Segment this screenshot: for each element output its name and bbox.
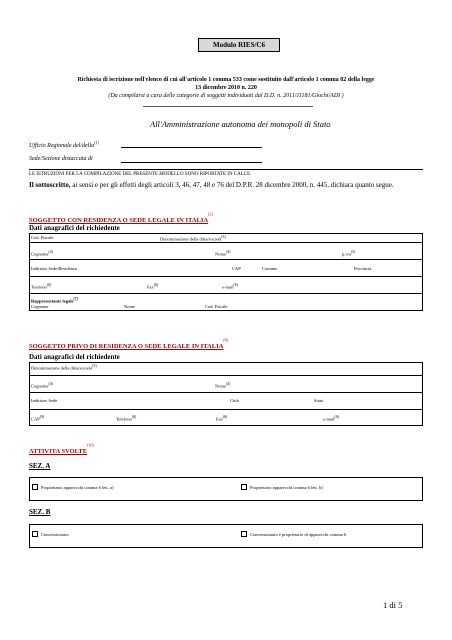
s2-telefono-text: Telefono	[116, 416, 132, 422]
office-label-text: Ufficio Regionale del/della	[29, 143, 94, 149]
s1-row-divider	[29, 276, 423, 277]
s1-nome-note: (4)	[226, 250, 231, 254]
s2-email[interactable]	[323, 415, 339, 422]
checkbox-b1[interactable]	[32, 531, 38, 537]
section1-title-text: SOGGETTO CON RESIDENZA O SEDE LEGALE IN ITALIA	[29, 217, 209, 224]
instructions-divider	[29, 169, 423, 170]
s1-row-divider	[29, 242, 423, 243]
s2-nome-note: (4)	[226, 382, 231, 386]
s2-fax-note: (6)	[222, 415, 228, 419]
s1-rep-title	[31, 297, 78, 304]
s1-telefono[interactable]	[31, 283, 51, 290]
s2-cognome[interactable]	[31, 382, 53, 389]
s2-telefono[interactable]	[116, 415, 136, 422]
sez-b-box	[29, 524, 423, 548]
s2-indirizzo[interactable]: Indirizzo Sede	[31, 398, 58, 403]
s2-telefono-note: (6)	[131, 415, 137, 419]
module-badge: Modulo RIES/C6	[198, 38, 280, 52]
s2-denominazione[interactable]	[31, 364, 97, 371]
request-line-2: 13 dicembre 2010 n. 220	[195, 85, 257, 91]
s2-cap-text: CAP	[31, 416, 40, 422]
s2-cap[interactable]	[31, 415, 44, 422]
s1-rep-title-text: Rappresentante legale	[31, 298, 74, 304]
s2-fax-text: Fax	[216, 416, 223, 422]
office-note: (1)	[93, 140, 99, 145]
s1-rep-cf[interactable]: Cod. Fiscale	[205, 304, 228, 309]
checkbox-a1[interactable]	[32, 484, 38, 490]
s1-denominazione-text: Denominazione della ditta/società	[160, 236, 222, 242]
office-field[interactable]	[121, 147, 262, 148]
section2-data-title: Dati anagrafici del richiedente	[29, 353, 120, 361]
declaration-rest: ai sensi e per gli effetti degli articoli 3, 46, 47, 48 e 76 del D.P.R. 28 dicembre 2000, n. 445, dichiara quanto segue.	[70, 181, 394, 189]
checkbox-b2[interactable]	[241, 531, 247, 537]
sez-b-label: SEZ. B	[29, 508, 51, 516]
activities-title	[29, 440, 94, 458]
sez-a-label: SEZ. A	[29, 462, 51, 470]
s1-rep-note: (7)	[73, 297, 78, 301]
s2-nome-text: Nome	[215, 383, 226, 389]
s1-denominazione-note: (3)	[221, 235, 226, 239]
s1-cognome-note: (4)	[48, 250, 53, 254]
seat-field[interactable]	[121, 162, 262, 163]
s2-email-note: (6)	[334, 415, 339, 419]
checkbox-a2[interactable]	[241, 484, 247, 490]
s1-telefono-text: Telefono	[31, 284, 47, 290]
s2-row-divider	[29, 375, 423, 376]
s1-row-divider	[29, 259, 423, 260]
office-label	[29, 140, 99, 149]
a2-label: Proprietario apparecchi comma 6 lett. b)	[250, 485, 323, 490]
s1-rep-nome[interactable]: Nome	[124, 304, 135, 309]
section2-title-text: SOGGETTO PRIVO DI RESIDENZA O SEDE LEGALE IN ITALIA	[29, 343, 224, 350]
s1-fax-text: Fax	[147, 284, 154, 290]
s1-denominazione[interactable]	[160, 235, 226, 242]
s1-fax-note: (6)	[153, 283, 159, 287]
declaration	[29, 181, 429, 190]
activities-title-text: ATTIVITA SVOLTE	[29, 448, 88, 455]
section2-note: (8)	[223, 337, 228, 343]
s2-fax[interactable]	[216, 415, 227, 422]
heading-divider	[143, 106, 313, 107]
s2-nome[interactable]	[215, 382, 230, 389]
s1-email[interactable]	[222, 283, 238, 290]
s1-row-divider	[29, 293, 423, 294]
section1-data-title: Dati anagrafici del richiedente	[29, 224, 120, 232]
s1-fax[interactable]	[147, 283, 158, 290]
section1-note: (2)	[208, 211, 213, 217]
b1-label: Concessionario	[41, 532, 69, 537]
instructions: LE ISTRUZIONI PER LA COMPILAZIONE DEL PRESENTE MODELLO SONO RIPORTATE IN CALCE.	[29, 172, 252, 177]
s1-rep-cognome[interactable]: Cognome	[31, 304, 49, 309]
authority: All'Amministrazione autonoma dei monopoli di Stato	[150, 119, 331, 129]
a1-label: Proprietario apparecchi comma 6 lett. a)	[41, 485, 114, 490]
s1-indirizzo[interactable]: Indirizzo Sede/Residenza	[31, 266, 77, 271]
s2-denominazione-note: (3)	[92, 364, 97, 368]
s1-piva[interactable]	[342, 250, 355, 257]
s1-comune[interactable]: Comune	[262, 266, 278, 271]
section2-title	[29, 335, 228, 353]
s1-cod-fiscale[interactable]: Cod. Fiscale	[31, 235, 54, 240]
declaration-bold: Il sottoscritto,	[29, 181, 71, 189]
s2-cognome-note: (4)	[48, 382, 53, 386]
s2-email-text: e-mail	[323, 416, 335, 422]
s2-citta[interactable]: Città	[230, 398, 239, 403]
s1-cap[interactable]: CAP	[232, 266, 241, 271]
seat-label: Sede/Sezione distaccata di	[29, 156, 93, 162]
b2-label: Concessionario e proprietario di apparecchi comma 6	[250, 532, 347, 537]
s1-cognome[interactable]	[31, 250, 53, 257]
activities-note: (10)	[87, 442, 94, 448]
s1-piva-text: p.iva	[342, 251, 351, 257]
s1-nome[interactable]	[215, 250, 230, 257]
page-number: 1 di 5	[383, 600, 403, 610]
s2-stato[interactable]: Stato	[314, 398, 324, 403]
s2-cap-note: (9)	[39, 415, 45, 419]
request-line-3: (Da compilarsi a cura delle categorie di soggetti individuati dal D.D. n. 2011/11181/Giochi/ADI )	[108, 93, 344, 99]
s1-telefono-note: (6)	[46, 283, 52, 287]
s2-row-divider	[29, 409, 423, 410]
s1-nome-text: Nome	[215, 251, 226, 257]
s1-email-text: e-mail	[222, 284, 234, 290]
s2-row-divider	[29, 392, 423, 393]
s1-provincia[interactable]: Provincia	[354, 266, 372, 271]
request-line-1: Richiesta di iscrizione nell'elenco di cui all'articolo 1 comma 533 come sostituito dall'articolo 1 comma 82 della legge	[77, 77, 375, 83]
section1-table	[29, 233, 423, 311]
s1-cognome-text: Cognome	[31, 251, 49, 257]
s2-cognome-text: Cognome	[31, 383, 49, 389]
s1-piva-note: (5)	[350, 250, 356, 254]
s1-email-note: (6)	[233, 283, 238, 287]
s2-denominazione-text: Denominazione della ditta/società	[31, 365, 93, 371]
